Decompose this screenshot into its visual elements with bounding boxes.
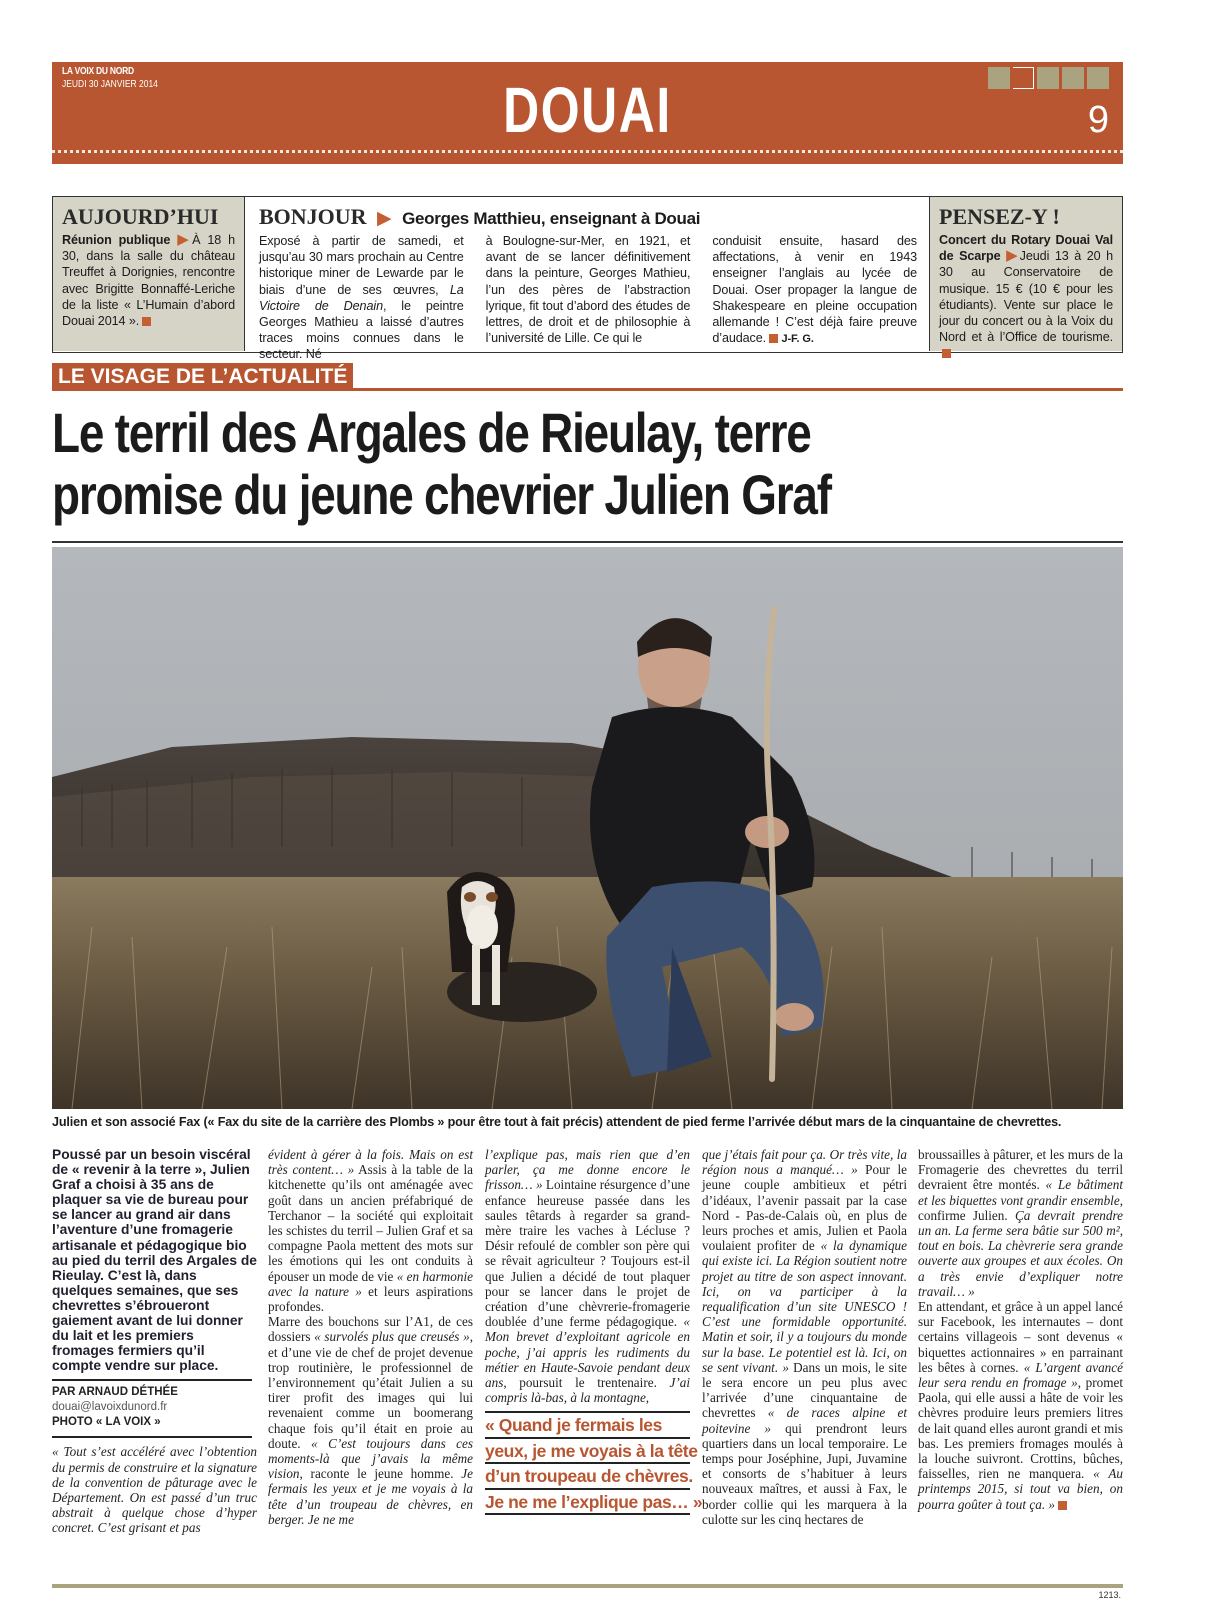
- article-column-3: [485, 1147, 703, 1515]
- section-indicator: [988, 67, 1109, 89]
- issue-date: JEUDI 30 JANVIER 2014: [62, 79, 158, 90]
- section-title: DOUAI: [503, 74, 672, 146]
- bonjour-title: BONJOUR: [259, 204, 367, 229]
- body-text: « Au printemps 2015, si tout va bien, on pourra goûter à tout ça. »: [918, 1466, 1123, 1512]
- body-text: , poursuit le trentenaire.: [503, 1375, 670, 1391]
- body-text: « en harmonie avec la nature »: [268, 1268, 473, 1299]
- text: Exposé à partir de samedi, et jusqu’au 30 mars prochain au Centre historique miner de Lewarde par le biais d’une de ses œuvres,: [259, 234, 464, 297]
- body-text: « Le bâtiment et les biquettes vont grandir ensemble: [918, 1177, 1123, 1208]
- body-text: Lointaine résurgence d’une enfance heureuse passée dans les saules têtards à regarder sa grand-mère traire les vaches à Lécluse ? Désir refoulé de combler son père qui se rêvait agriculteur ? Toujours est-il que Julien a décidé de tout plaquer pour se lancer dans le projet de création d’une chèvrerie-fromagerie doublée d’une ferme pédagogique.: [485, 1177, 691, 1330]
- aujourdhui-box: [53, 197, 245, 351]
- pensez-y-box: [929, 197, 1122, 351]
- photo-caption: Julien et son associé Fax (« Fax du site de la carrière des Plombs » pour être tout à fait précis) attendent de pied ferme l’arrivée début mars de la cinquantaine de chevrettes.: [52, 1115, 1062, 1129]
- kicker-label: LE VISAGE DE L’ACTUALITÉ: [52, 363, 353, 390]
- page-number: 9: [1087, 99, 1109, 141]
- byline-rule: [52, 1379, 252, 1381]
- newspaper-name: LA VOIX DU NORD: [62, 66, 134, 77]
- bonjour-col-2: à Boulogne-sur-Mer, en 1921, et avant de se lancer définitivement dans la peinture, Georges Mathieu, l’un des pères de l’abstraction lyrique, fit tout d’abord des études de lettres, de droit et de philosophie à l’université de Lille. Ce qui le: [485, 234, 691, 346]
- bonjour-subtitle: Georges Matthieu, enseignant à Douai: [402, 209, 701, 228]
- indicator-square-icon: [988, 67, 1010, 89]
- end-square-icon: [769, 334, 778, 343]
- pull-quote-line: Je ne me l’explique pas… »: [485, 1488, 690, 1516]
- body-text: , promet Paola, qui elle aussi a hâte de voir les chèvres produire leurs premiers litres de lait quand elles auront grandi et mis bas. Les premiers fromages moulés à la louche suivront. Crottins, bûches, faisselles, rien ne manquera.: [918, 1375, 1123, 1482]
- text: , le peintre Georges Mathieu a laissé d’autres traces moins connues dans le secteur. Né: [259, 298, 464, 362]
- end-square-icon: [142, 317, 151, 326]
- pensez-y-lead: Concert du Rotary Douai Val de Scarpe: [939, 233, 1113, 264]
- body-text: Dans un mois, le site le sera encore un peu plus avec l’arrivée d’une cinquantaine de chevrettes: [702, 1359, 907, 1421]
- indicator-square-icon: [1037, 67, 1059, 89]
- byline: [52, 1385, 257, 1430]
- text: conduisit ensuite, hasard des affectations, à venir en 1943 enseigner l’anglais au lycée de Douai. Oser propager la langue de Shakespeare en pleine occupation allemande ! C’est déjà faire preuve d’audace.: [712, 234, 918, 346]
- article-lead: Poussé par un besoin viscéral de « revenir à la terre », Julien Graf a choisi à 35 ans de plaquer sa vie de bureau pour se lancer au grand air dans l’aventure d’une fromagerie artisanale et pédagogique bio au pied du terril des Argales de Rieulay. C’est là, dans quelques semaines, que ses chevrettes s’ébroueront gaiement avant de lui donner du lait et les premiers fromages fermiers qu’il compte vendre sur place.: [52, 1147, 257, 1374]
- body-text: et leurs aspirations profondes.: [268, 1283, 473, 1315]
- pensez-y-text: [939, 232, 1113, 362]
- aujourdhui-text: [62, 232, 235, 329]
- pensez-y-body: Jeudi 13 à 20 h 30 au Conservatoire de musique. 15 € (10 € pour les étudiants). Vente sur place le jour du concert ou à la Voix du Nord et à l’Office de tourisme.: [939, 249, 1113, 345]
- body-text: , et d’une vie de chef de projet devenue trop routinière, le professionnel de l’environnement qu’était Julien a su tirer profit des images qui lui revenaient comme un boomerang chaque fois qu’il était en proie au doute.: [268, 1329, 473, 1451]
- article-column-4: [702, 1147, 907, 1527]
- aujourdhui-body: À 18 h 30, dans la salle du château Treuffet à Dorignies, rencontre avec Brigitte Bonnaffé-Leriche de la liste « L’Humain d’abord Douai 2014 ».: [62, 233, 236, 329]
- indicator-square-current-icon: [1013, 67, 1034, 89]
- section-header-band: [52, 62, 1123, 164]
- dotted-divider: [52, 150, 1123, 153]
- body-text: « Tout s’est accéléré avec l’obtention du permis de construire et la signature de la convention de pâturage avec le Département. On est passé d’un truc abstrait à quelque chose d’hyper concret. C’est grisant et pas: [52, 1444, 257, 1536]
- body-text: que j’étais fait pour ça. Or très vite, la région nous a manqué… »: [702, 1147, 907, 1178]
- author: PAR ARNAUD DÉTHÉE: [52, 1386, 178, 1399]
- headline-line-2: promise du jeune chevrier Julien Graf: [52, 463, 831, 526]
- triangle-right-icon: ▶: [1006, 247, 1020, 265]
- author-initials: J-F. G.: [781, 333, 814, 346]
- bonjour-col-3: [712, 233, 917, 363]
- pull-quote-line: d’un troupeau de chèvres.: [485, 1462, 690, 1488]
- author-email-link[interactable]: douai@lavoixdunord.fr: [52, 1401, 168, 1414]
- body-text: évident à gérer à la fois. Mais on est très content… »: [268, 1147, 473, 1178]
- body-text: « la dynamique qui existe ici. La Région soutient notre projet au titre de son aspect innovant. Ici, on va participer à la requalification d’un site UNESCO ! C’est une formidable opportunité. Matin et soir, il y a toujours du monde sur la base. Le potentiel est là. Ici, on se sent vivant. »: [702, 1238, 907, 1375]
- article-column-1: [52, 1147, 257, 1536]
- triangle-right-icon: ▶: [177, 231, 193, 248]
- bonjour-heading: [259, 205, 917, 230]
- brief-boxes: [52, 196, 1123, 362]
- artwork-title: La Victoire de Denain: [259, 282, 464, 313]
- bonjour-box: [246, 197, 929, 362]
- article-column-5: [918, 1147, 1123, 1512]
- body-text: Marre des bouchons sur l’A1, de ces dossiers: [268, 1314, 473, 1345]
- body-text: « de races alpine et poitevine »: [702, 1405, 907, 1436]
- end-square-icon: [942, 349, 951, 358]
- triangle-right-icon: ▶: [377, 208, 392, 229]
- body-text: Assis à la table de la kitchenette qu’ils ont aménagée avec goût dans un ancien préfabriqué de Terchanor – la société qui exploitait les schistes du terril – Julien Graf et sa compagne Paola mettent des mots sur les émotions qui les ont conduits à épouser un mode de vie: [268, 1162, 473, 1284]
- footer-code: 1213.: [1098, 1590, 1121, 1600]
- body-text: J’ai compris là-bas, à la montagne,: [485, 1375, 690, 1406]
- bonjour-col-1: [259, 233, 464, 363]
- body-text: , raconte le jeune homme.: [299, 1466, 462, 1482]
- photo-credit: PHOTO « LA VOIX »: [52, 1416, 161, 1429]
- pull-quote: [485, 1411, 703, 1515]
- body-text: , confirme Julien.: [918, 1192, 1123, 1223]
- end-square-icon: [1058, 1501, 1067, 1510]
- article-photo: [52, 547, 1123, 1109]
- body-text: « C’est toujours dans ces moments-là que j’avais la même vision: [268, 1435, 473, 1482]
- body-text: « Mon brevet d’exploitant agricole en poche, j’ai appris les rudiments du métier en Haute-Savoie pendant deux ans: [485, 1314, 690, 1391]
- headline-line-1: Le terril des Argales de Rieulay, terre: [52, 401, 811, 464]
- body-text: En attendant, et grâce à un appel lancé sur Facebook, les internautes – dont certains villageois – sont devenus « biquettes actionnaires » en parrainant les bêtes à cornes.: [918, 1299, 1123, 1375]
- body-text: qui prendront leurs quartiers dans un local temporaire. Le temps pour Joséphine, Jupi, Juvamine et consorts de s’habituer à leurs nouveaux maîtres, et aussi à Fax, le border collie qui les marquera à la culotte sur les cinq hectares de: [702, 1420, 907, 1527]
- body-text: Je fermais les yeux et je me voyais à la tête d’un troupeau de chèvres, en berger. Je ne me: [268, 1466, 473, 1527]
- bottom-rule: [52, 1584, 1123, 1588]
- body-text: Pour le jeune couple ambitieux et pétri d’idéaux, l’avenir passait par la case Nord - Pas-de-Calais où, en plus de leurs proches et amis, Julien et Paola voulaient profiter de: [702, 1162, 907, 1254]
- article-column-2: [268, 1147, 473, 1527]
- headline-rule: [52, 541, 1123, 543]
- man-with-stick-and-dog-photo: [52, 547, 1123, 1109]
- pensez-y-title: PENSEZ-Y !: [939, 204, 1060, 229]
- aujourdhui-lead: Réunion publique: [62, 233, 171, 247]
- body-text: l’explique pas, mais rien que d’en parler, ça me donne encore le frisson… »: [485, 1147, 690, 1193]
- pull-quote-line: « Quand je fermais les: [485, 1411, 690, 1437]
- byline-rule: [52, 1436, 252, 1438]
- body-text: broussailles à pâturer, et les murs de la Fromagerie des chevrettes du terril devraient être montés.: [918, 1147, 1123, 1193]
- body-text: « L’argent avancé leur sera rendu en fromage »: [918, 1359, 1123, 1391]
- indicator-square-icon: [1087, 67, 1109, 89]
- indicator-square-icon: [1062, 67, 1084, 89]
- body-text: « survolés plus que creusés »: [314, 1329, 470, 1345]
- aujourdhui-title: AUJOURD’HUI: [62, 204, 219, 229]
- pull-quote-line: yeux, je me voyais à la tête: [485, 1437, 690, 1463]
- body-text: Ça devrait prendre un an. La ferme sera bâtie sur 500 m², tout en bois. La chèvrerie sera grande ouverte aux groupes et aux écoles. On a très envie d’expliquer notre travail… »: [918, 1207, 1123, 1299]
- headline: [52, 402, 1123, 526]
